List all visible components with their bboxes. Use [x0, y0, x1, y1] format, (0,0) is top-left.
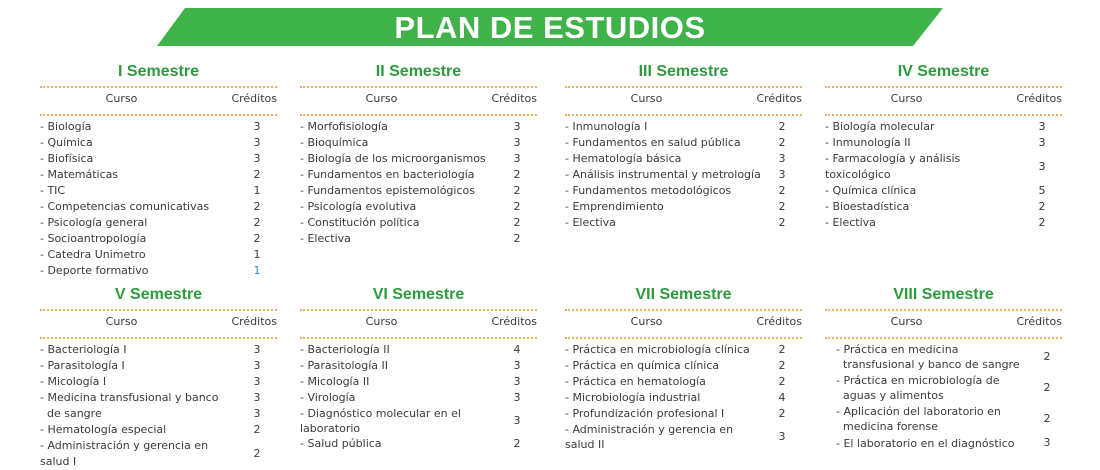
table-row	[565, 215, 802, 231]
course-name: - Inmunología I	[565, 120, 648, 133]
course-credits: 2	[778, 407, 786, 420]
credits-header: Créditos	[491, 315, 537, 328]
course-name: - Bacteriología I	[40, 343, 127, 356]
table-row	[825, 135, 1062, 151]
course-name: - Administración y gerencia en salud II	[565, 423, 734, 451]
course-name: - Hematología básica	[565, 152, 682, 165]
table-row	[40, 247, 277, 263]
course-list	[565, 342, 802, 452]
semester-title: I Semestre	[118, 63, 199, 80]
course-name: - Constitución política	[300, 216, 420, 229]
course-credits: 3	[513, 391, 521, 404]
table-row	[565, 406, 802, 422]
course-name: - Química clínica	[825, 184, 917, 197]
table-row	[40, 215, 277, 231]
table-row	[40, 374, 277, 390]
divider	[300, 337, 537, 339]
table-row	[825, 199, 1062, 215]
table-row	[40, 406, 277, 422]
table-row	[300, 342, 537, 358]
course-name: - Práctica en medicina transfusional y banco de sangre	[836, 343, 1020, 371]
table-row	[300, 199, 537, 215]
credits-header: Créditos	[1016, 315, 1062, 328]
course-credits: 2	[253, 447, 261, 460]
table-row	[565, 342, 802, 358]
table-row	[565, 151, 802, 167]
course-header: Curso	[105, 92, 138, 105]
semester-1	[40, 62, 277, 279]
course-name: - Biofísica	[40, 152, 94, 165]
course-credits: 3	[253, 407, 261, 420]
course-name: - El laboratorio en el diagnóstico	[836, 436, 1015, 450]
semester-8	[825, 285, 1062, 452]
course-name: - Fundamentos metodológicos	[565, 184, 732, 197]
course-name: - Electiva	[300, 232, 351, 245]
course-credits: 3	[778, 152, 786, 165]
course-name: - Virología	[300, 391, 356, 404]
semester-title: III Semestre	[638, 63, 729, 80]
course-credits: 3	[513, 359, 521, 372]
course-list	[825, 342, 1062, 451]
course-name: - Micología II	[300, 375, 370, 388]
course-name: - Práctica en microbiología clínica	[565, 343, 750, 356]
course-credits: 1	[253, 264, 261, 277]
course-credits: 2	[778, 120, 786, 133]
table-row	[300, 119, 537, 135]
course-name: - Psicología general	[40, 216, 148, 229]
course-credits: 2	[1043, 412, 1051, 425]
credits-header: Créditos	[231, 92, 277, 105]
table-row	[300, 151, 537, 167]
course-credits: 3	[513, 136, 521, 149]
table-row	[40, 422, 277, 438]
course-credits: 2	[513, 437, 521, 450]
course-credits: 2	[253, 232, 261, 245]
course-name: - Electiva	[565, 216, 616, 229]
course-credits: 3	[1038, 160, 1046, 173]
semester-title: II Semestre	[375, 63, 462, 80]
course-credits: 3	[253, 136, 261, 149]
divider	[40, 337, 277, 339]
course-list	[40, 342, 277, 470]
table-row	[40, 263, 277, 279]
course-credits: 2	[253, 423, 261, 436]
course-name: de sangre	[40, 407, 102, 420]
course-name: - Bioestadística	[825, 200, 910, 213]
course-name: - Matemáticas	[40, 168, 119, 181]
table-row	[565, 119, 802, 135]
course-name: - Deporte formativo	[40, 264, 149, 277]
divider	[565, 337, 802, 339]
semester-title: IV Semestre	[897, 63, 990, 80]
course-name: - Inmunología II	[825, 136, 911, 149]
course-credits: 2	[513, 232, 521, 245]
table-row	[300, 374, 537, 390]
course-name: - Electiva	[825, 216, 876, 229]
course-credits: 3	[253, 152, 261, 165]
course-list	[300, 342, 537, 452]
course-name: - Salud pública	[300, 437, 382, 450]
table-row	[40, 151, 277, 167]
table-header	[40, 311, 277, 333]
credits-header: Créditos	[231, 315, 277, 328]
table-row	[40, 358, 277, 374]
course-list	[300, 119, 537, 247]
course-credits: 4	[778, 391, 786, 404]
course-name: - Administración y gerencia en salud I	[40, 439, 209, 468]
table-row	[40, 342, 277, 358]
table-row	[825, 404, 1062, 434]
course-name: - Socioantropología	[40, 232, 147, 245]
table-row	[565, 422, 802, 452]
course-credits: 3	[253, 375, 261, 388]
credits-header: Créditos	[491, 92, 537, 105]
course-credits: 1	[253, 248, 261, 261]
table-row	[825, 373, 1062, 403]
course-credits: 2	[513, 216, 521, 229]
table-row	[825, 151, 1062, 183]
table-row	[565, 199, 802, 215]
table-row	[40, 135, 277, 151]
semester-3	[565, 62, 802, 231]
course-credits: 2	[1038, 200, 1046, 213]
table-header	[300, 311, 537, 333]
course-credits: 5	[1038, 184, 1046, 197]
course-credits: 2	[1043, 350, 1051, 363]
course-name: - Fundamentos en salud pública	[565, 136, 741, 149]
table-row	[40, 438, 277, 470]
table-row	[40, 199, 277, 215]
table-row	[825, 342, 1062, 372]
page-title: PLAN DE ESTUDIOS	[394, 10, 706, 45]
course-credits: 3	[513, 414, 521, 427]
course-header: Curso	[365, 92, 398, 105]
course-list	[40, 119, 277, 279]
table-row	[565, 374, 802, 390]
divider	[300, 114, 537, 116]
divider	[40, 114, 277, 116]
table-row	[300, 406, 537, 436]
semester-7	[565, 285, 802, 452]
course-credits: 3	[513, 152, 521, 165]
course-header: Curso	[630, 92, 663, 105]
course-header: Curso	[890, 315, 923, 328]
course-name: - Bacteriología II	[300, 343, 390, 356]
course-name: - Micología I	[40, 375, 107, 388]
course-credits: 2	[1043, 381, 1051, 394]
course-credits: 3	[778, 430, 786, 443]
table-row	[825, 435, 1062, 451]
table-row	[40, 390, 277, 406]
divider	[565, 114, 802, 116]
course-credits: 2	[778, 375, 786, 388]
course-credits: 2	[778, 200, 786, 213]
semester-title: VII Semestre	[635, 286, 732, 303]
course-header: Curso	[630, 315, 663, 328]
table-row	[300, 215, 537, 231]
course-name: - Psicología evolutiva	[300, 200, 417, 213]
course-credits: 3	[1038, 136, 1046, 149]
table-row	[300, 167, 537, 183]
table-row	[565, 390, 802, 406]
course-credits: 2	[253, 200, 261, 213]
table-row	[40, 119, 277, 135]
course-name: - Bioquímica	[300, 136, 369, 149]
table-row	[565, 183, 802, 199]
table-header	[300, 88, 537, 110]
course-name: - Aplicación del laboratorio en medicina forense	[836, 405, 1001, 433]
course-credits: 2	[778, 184, 786, 197]
course-name: - Hematología especial	[40, 423, 167, 436]
course-credits: 3	[1038, 120, 1046, 133]
table-row	[40, 231, 277, 247]
course-credits: 3	[513, 120, 521, 133]
course-name: - Farmacología y análisis toxicológico	[825, 152, 961, 181]
course-credits: 2	[253, 168, 261, 181]
table-row	[565, 135, 802, 151]
course-name: - Práctica en microbiología de aguas y alimentos	[836, 374, 1000, 402]
course-credits: 2	[1038, 216, 1046, 229]
course-credits: 2	[778, 343, 786, 356]
divider	[825, 337, 1062, 339]
course-credits: 2	[253, 216, 261, 229]
course-name: - Biología	[40, 120, 92, 133]
course-name: - Catedra Unimetro	[40, 248, 146, 261]
table-row	[825, 119, 1062, 135]
table-row	[300, 358, 537, 374]
course-credits: 3	[253, 343, 261, 356]
divider	[825, 114, 1062, 116]
table-header	[40, 88, 277, 110]
course-name: - Práctica en química clínica	[565, 359, 720, 372]
course-header: Curso	[105, 315, 138, 328]
table-row	[300, 183, 537, 199]
course-name: - Parasitología II	[300, 359, 388, 372]
semester-4	[825, 62, 1062, 231]
course-credits: 2	[513, 184, 521, 197]
table-header	[565, 88, 802, 110]
credits-header: Créditos	[756, 315, 802, 328]
table-row	[300, 135, 537, 151]
table-row	[825, 215, 1062, 231]
semester-title: VIII Semestre	[893, 286, 994, 303]
course-credits: 1	[253, 184, 261, 197]
course-list	[825, 119, 1062, 231]
course-credits: 3	[253, 120, 261, 133]
course-credits: 2	[778, 136, 786, 149]
course-name: - Química	[40, 136, 93, 149]
table-row	[40, 183, 277, 199]
course-name: - Competencias comunicativas	[40, 200, 210, 213]
credits-header: Créditos	[756, 92, 802, 105]
course-name: - Biología molecular	[825, 120, 935, 133]
course-credits: 3	[1043, 436, 1051, 449]
course-credits: 2	[513, 200, 521, 213]
course-credits: 2	[778, 359, 786, 372]
title-banner	[157, 8, 943, 46]
course-credits: 3	[513, 375, 521, 388]
semester-6	[300, 285, 537, 452]
table-row	[40, 167, 277, 183]
course-list	[565, 119, 802, 231]
course-header: Curso	[890, 92, 923, 105]
course-credits: 2	[513, 168, 521, 181]
course-name: - Parasitología I	[40, 359, 125, 372]
course-header: Curso	[365, 315, 398, 328]
semester-5	[40, 285, 277, 470]
course-credits: 2	[778, 216, 786, 229]
course-name: - Medicina transfusional y banco	[40, 391, 219, 404]
course-credits: 3	[253, 391, 261, 404]
course-name: - Fundamentos epistemológicos	[300, 184, 475, 197]
course-name: - Diagnóstico molecular en el laboratorio	[300, 407, 461, 435]
course-name: - Profundización profesional I	[565, 407, 725, 420]
course-name: - Fundamentos en bacteriología	[300, 168, 475, 181]
course-name: - Análisis instrumental y metrología	[565, 168, 761, 181]
course-name: - Biología de los microorganismos	[300, 152, 486, 165]
course-name: - Práctica en hematología	[565, 375, 706, 388]
table-row	[300, 231, 537, 247]
course-name: - Emprendimiento	[565, 200, 664, 213]
table-header	[825, 88, 1062, 110]
course-name: - TIC	[40, 184, 66, 197]
credits-header: Créditos	[1016, 92, 1062, 105]
table-header	[825, 311, 1062, 333]
course-name: - Microbiología industrial	[565, 391, 701, 404]
course-credits: 3	[253, 359, 261, 372]
course-credits: 3	[778, 168, 786, 181]
table-header	[565, 311, 802, 333]
course-name: - Morfofisiología	[300, 120, 388, 133]
table-row	[825, 183, 1062, 199]
course-credits: 4	[513, 343, 521, 356]
table-row	[300, 390, 537, 406]
semester-2	[300, 62, 537, 247]
semester-title: VI Semestre	[372, 286, 465, 303]
table-row	[565, 167, 802, 183]
table-row	[565, 358, 802, 374]
semester-title: V Semestre	[114, 286, 203, 303]
